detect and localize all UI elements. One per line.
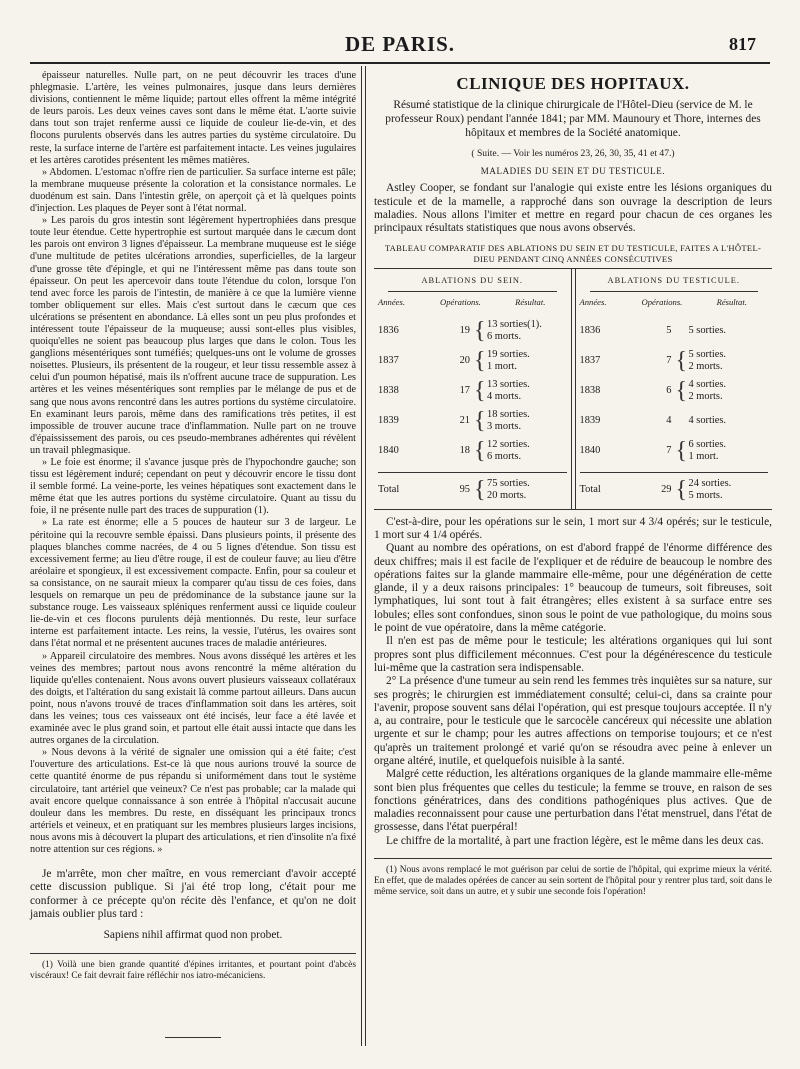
brace-mark: {: [675, 476, 688, 503]
brace-mark: {: [474, 377, 486, 404]
result-cell: [484, 379, 567, 403]
left-paragraph-5: » La rate est énorme; elle a 5 pouces de hauteur sur 3 de largeur. Le péritoine qui la recouvre semble épaissi. Dans plusieurs points, il présente des plaques blanches comme nacrées, de 4 ou 5 lignes d'étendue. Son tissu est excessivement ferme; au lieu d'être rouge, il est de couleur fauve; au lieu d'être aréolaire et spongieux, il est excessivement compacte. Enfin, pour sa couleur et sa consistance, on ne saurait mieux la comparer qu'au tissu de ces foies, dans lesquels on remarque un peu de prédominance de la substance jaune sur la substance rouge. Les vaisseaux spléniques renferment aussi ce liquide couleur lie-de-vin et ces flocons purulents déjà mentionnés. Du reste, leur surface interne est parfaitement intacte. Les reins, la vessie, l'utérus, les ovaires sont dans l'état normal et ne présentent aucunes traces de maladie antérieures.: [30, 517, 356, 650]
table-row: [378, 436, 567, 466]
summary: Résumé statistique de la clinique chirurgicale de l'Hôtel-Dieu (service de M. le professeur Roux) pendant l'année 1841; par MM. Maunoury et Thore, internes des hôpitaux et membres de la Société anatomique.: [385, 99, 761, 140]
left-paragraph-2: » Abdomen. L'estomac n'offre rien de particulier. Sa surface interne est pâle; la membrane muqueuse présente la coloration et la consistance normales. Le duodénum est sain. Dans l'intestin grêle, on aperçoit çà et là quelques points d'injection. Les plaques de Peyer sont à l'état normal.: [30, 166, 356, 215]
intro-paragraph: Astley Cooper, se fondant sur l'analogie qui existe entre les lésions organiques du testicule et de la mamelle, a rapproché dans son ouvrage la description de leurs maladies. Nous allons l'imiter et mettre en regard pour chacun de ces organes les principaux résultats statistiques que nous avons observés.: [374, 182, 772, 235]
result-line: 19 sorties.: [487, 348, 530, 360]
continuation-note: ( Suite. — Voir les numéros 23, 26, 30, 35, 41 et 47.): [471, 148, 675, 160]
result-line: 12 sorties.: [487, 438, 530, 450]
breast-heading: ABLATIONS DU SEIN.: [388, 272, 557, 291]
year-cell: 1836: [378, 324, 399, 336]
year-cell: 1839: [378, 414, 399, 426]
table-row: [580, 316, 769, 346]
year-cell: 1840: [378, 444, 399, 456]
left-paragraph-1: épaisseur naturelles. Nulle part, on ne peut découvrir les traces d'une phlegmasie. L'artère, les veines pulmonaires, jusque dans leurs dernières divisions, contiennent le même liquide; partout elles offrent la même intégrité de leurs parois. Les deux veines caves sont dans le même état. L'aorte suivie dans tout son trajet renferme aussi ce liquide de couleur lie-de-vin, et des flocons purulents observés dans les autres parties du système circulatoire. Du reste, la surface interne de l'artère est parfaitement intacte. Les veines jugulaires et les artères carotides présentent les mêmes matières.: [30, 70, 356, 166]
operations-cell: 7: [666, 444, 672, 456]
brace-mark: {: [474, 476, 486, 503]
year-cell: 1840: [579, 444, 601, 456]
page-number: 817: [729, 34, 756, 54]
result-line: 18 sorties.: [487, 408, 530, 420]
right-paragraph-6: Le chiffre de la mortalité, à part une fraction légère, est le même dans les deux cas.: [386, 834, 764, 847]
year-cell: 1836: [579, 324, 601, 336]
testicle-ablations: [576, 269, 773, 508]
total-label: Total: [579, 483, 601, 495]
operations-cell: 4: [666, 414, 672, 426]
table-row: [580, 376, 769, 406]
left-paragraph-7: » Nous devons à la vérité de signaler une omission qui a été faite; c'est l'ouverture des articulations. Est-ce là que nous aurions trouvé la source de cette quantité énorme de pus répandu si uniformément dans tout le système circulatoire, tant artériel que veineux? Ce n'est pas probable; car la malade qui avait encore quelque connaissance à son entrée à l'hôpital n'accusait aucune douleur dans les membres. Du reste, en disséquant les principaux troncs artériels et veineux, et en pratiquant sur les membres plusieurs larges incisions, nous avons mis à découvert la plupart des articulations, et rien d'insolite n'a fixé notre attention sur ces régions. »: [30, 747, 356, 855]
right-paragraph-2: Quant au nombre des opérations, on est d'abord frappé de l'énorme différence des deux chiffres; mais il est facile de l'expliquer et de réduire de beaucoup le nombre des opérations faites sur la glande mammaire elle-même, pour une dégénération de cette glande, il y a deux raisons principales: 1° beaucoup de tumeurs, soit fibreuses, soit lymphatiques, lui sont tout à fait étrangères; elles existent à sa surface entre ses lobules; elles sont confondues, sinon sous le point de vue pathologique, du moins sous le point de vue opératoire, dans la même catégorie.: [374, 542, 772, 635]
left-paragraph-6: » Appareil circulatoire des membres. Nous avons disséqué les artères et les veines des membres; partout nous avons rencontré la même altération du liquide qu'elles contenaient. Nous avons ouvert plusieurs vaisseaux collatéraux des doigts, et l'altération du sang existait là comme partout ailleurs. Dans aucun point, nous n'avons trouvé de traces d'inflammation soit dans les artères, soit dans les veines; tous ces vaisseaux ont été incisés, leur face a été lavée et examinée avec le plus grand soin, et partout elle était aussi intacte que dans les autres organes de la circulation.: [30, 650, 356, 747]
operations-cell: 21: [459, 414, 470, 426]
year-cell: 1839: [579, 414, 601, 426]
result-cell: [484, 439, 567, 463]
brace-mark: {: [474, 437, 486, 464]
table-title: TABLEAU COMPARATIF DES ABLATIONS DU SEIN ET DU TESTICULE, FAITES A L'HÔTEL-DIEU PENDANT CINQ ANNÉES CONSÉCUTIVES: [384, 243, 762, 264]
section-title: CLINIQUE DES HOPITAUX.: [456, 74, 690, 93]
result-line: 6 morts.: [487, 450, 522, 462]
result-cell: [686, 478, 769, 502]
result-cell: [484, 478, 567, 502]
right-paragraph-1: C'est-à-dire, pour les opérations sur le sein, 1 mort sur 4 3/4 opérés; sur le testicule, 1 mort sur 4 1/4 opérés.: [374, 515, 772, 541]
result-line: 5 morts.: [688, 489, 723, 501]
column-divider: [361, 66, 366, 1046]
result-line: 20 morts.: [487, 489, 527, 501]
result-line: 4 sorties.: [688, 414, 727, 426]
footnote-rule: [30, 953, 356, 954]
table-row: [378, 406, 567, 436]
result-cell: [484, 409, 567, 433]
result-line: 75 sorties.: [487, 477, 530, 489]
brace-mark: {: [474, 317, 486, 344]
operations-cell: 6: [666, 384, 672, 396]
result-cell: [686, 379, 769, 403]
result-cell: [686, 349, 769, 373]
operations-cell: 17: [459, 384, 470, 396]
footnote-rule: [374, 858, 772, 859]
result-cell: [484, 319, 567, 343]
left-column: [30, 70, 356, 1038]
operations-cell: 20: [459, 354, 470, 366]
breast-column-headers: [378, 296, 567, 308]
brace-mark: {: [675, 437, 688, 464]
result-line: 24 sorties.: [688, 477, 732, 489]
operations-cell: 19: [459, 324, 470, 336]
left-paragraph-3: » Les parois du gros intestin sont légèrement hypertrophiées dans presque toute leur étendue. Cette hypertrophie est surtout marquée dans le cæcum dont les parois ont environ 3 lignes d'épaisseur. La membrane muqueuse est le siége d'une multitude de petites ulcérations arrondies, superficielles, de la largeur d'une grosse tête d'épingle, et qui ne l'intéressent même pas dans toute son épaisseur. On peut les apercevoir dans toute l'étendue du colon, lorsque l'on tend avec force les parois de l'intestin, de manière à ce que la lumière vienne tomber obliquement sur elles. Mais c'est surtout dans le cæcum que ces ulcérations se présentent en abondance. Là elles sont un peu plus profondes et intéressent toute l'épaisseur de la muqueuse; aussi sont-elles plus visibles, quoiqu'elles ne soient pas beaucoup plus larges que dans le colon. Tous les ganglions mésentériques sont tuméfiés; quelques-uns ont le volume de grosses noisettes. Plusieurs, ils présentent de la rougeur, et leur tissu ressemble assez à celui d'un poumon hépatisé, mais ils n'offrent aucune trace de suppuration. Les artères et les veines mésentériques sont remplies par le mélange de pus et de sang que nous avons rencontré dans les autres portions du système circulatoire. En examinant leurs parois, même dans des ramifications très petites, il est impossible de trouver aucune trace d'inflammation. Nulle part on ne trouve d'épaississement des parois, ou ces pseudo-membranes adhérentes qui révèlent un travail phlegmasique.: [30, 215, 356, 456]
breast-rows: [378, 316, 567, 505]
right-paragraph-4: 2° La présence d'une tumeur au sein rend les femmes très inquiètes sur sa nature, sur ses progrès; le chirurgien est immédiatement consulté; celui-ci, dans sa crainte pour l'avenir, propose souvent sans délai l'opération, qui est presque toujours acceptée. Il n'y a, au contraire, pour le testicule que le sarcocèle cancéreux qui nécessite une ablation urgente et sur le champ; pour les autres affections on temporise toujours; et ce n'est qu'après un traitement prolongé et varié qu'on se résoudra avec peine à enlever un organe altéré, inutile, et quelquefois nuisible à la santé.: [374, 675, 772, 767]
table-row: [580, 346, 769, 376]
header-year: Années.: [378, 296, 405, 307]
result-line: 13 sorties(1).: [487, 318, 542, 330]
result-line: 1 mort.: [487, 360, 518, 372]
statistics-table: [374, 268, 772, 509]
brace-mark: {: [675, 347, 688, 374]
result-line: 13 sorties.: [487, 378, 530, 390]
result-line: 2 morts.: [688, 390, 723, 402]
operations-cell: 18: [459, 444, 470, 456]
year-cell: 1837: [378, 354, 399, 366]
brace-mark: {: [474, 347, 486, 374]
subsection-title: MALADIES DU SEIN ET DU TESTICULE.: [480, 166, 666, 177]
result-line: 1 mort.: [688, 450, 719, 462]
header-operations: Opérations.: [641, 296, 683, 307]
year-cell: 1837: [579, 354, 601, 366]
table-row: [378, 316, 567, 346]
result-cell: [686, 439, 769, 463]
right-column: [374, 70, 772, 898]
testicle-heading: ABLATIONS DU TESTICULE.: [590, 272, 759, 291]
closing-paragraph: Je m'arrête, mon cher maître, en vous remerciant d'avoir accepté cette discussion publique. Si j'ai été trop long, c'était pour me conformer à ce précepte qu'on récite dès l'enfance, et qu'on ne doit jamais oublier plus tard :: [30, 868, 356, 920]
breast-total-row: [378, 472, 567, 505]
header-year: Années.: [579, 296, 607, 307]
latin-quote: Sapiens nihil affirmat quod non probet.: [103, 929, 283, 942]
brace-mark: {: [675, 377, 688, 404]
operations-cell: 5: [666, 324, 672, 336]
header-result: Résultat.: [515, 296, 546, 307]
page-title: DE PARIS.: [344, 32, 456, 56]
operations-cell: 7: [666, 354, 672, 366]
testicle-column-headers: [580, 296, 769, 308]
operations-cell: 29: [661, 483, 672, 495]
result-line: 6 morts.: [487, 330, 522, 342]
result-line: 5 sorties.: [688, 324, 727, 336]
header-operations: Opérations.: [440, 296, 481, 307]
running-head: [30, 28, 770, 64]
header-result: Résultat.: [716, 296, 747, 307]
testicle-total-row: [580, 472, 769, 505]
result-cell: [686, 415, 769, 427]
end-rule: [165, 1037, 221, 1038]
breast-ablations: [374, 269, 571, 508]
brace-mark: {: [474, 407, 486, 434]
result-cell: [686, 325, 769, 337]
right-paragraph-5: Malgré cette réduction, les altérations organiques de la glande mammaire elle-même sont bien plus fréquentes que celles du testicule; la femme se trouve, en raison de ses fonctions génératrices, dans des conditions pathogéniques plus actives. Que de maladies reconnaissent pour cause une perturbation dans l'état menstruel, dans l'état de grossesse, dans l'état puerpéral!: [374, 768, 772, 834]
result-line: 3 morts.: [487, 420, 522, 432]
operations-cell: 95: [459, 483, 470, 495]
right-paragraph-3: Il n'en est pas de même pour le testicule; les altérations organiques qui lui sont propres sont plus difficilement méconnues. C'est pour la dégénérescence du testicule lui-même que la castration sera indispensable.: [374, 635, 772, 674]
year-cell: 1838: [579, 384, 601, 396]
left-paragraph-4: » Le foie est énorme; il s'avance jusque près de l'hypochondre gauche; son tissu est légèrement induré; cependant on peut y découvrir encore le tissu dont il semble formé. La veine-porte, les veines hépatiques sont exactement dans le même état que les autres portions du système circulatoire. Quant au tissu du foie, il ne présente nulle part des traces de suppuration (1).: [30, 457, 356, 517]
result-line: 4 sorties.: [688, 378, 727, 390]
table-row: [378, 376, 567, 406]
result-line: 5 sorties.: [688, 348, 727, 360]
left-footnote: (1) Voilà une bien grande quantité d'épines irritantes, et pourtant point d'abcès viscéraux! Ce fait devrait faire réfléchir nos iatro-mécaniciens.: [30, 959, 356, 981]
result-line: 6 sorties.: [688, 438, 727, 450]
result-line: 2 morts.: [688, 360, 723, 372]
right-footnote: (1) Nous avons remplacé le mot guérison par celui de sortie de l'hôpital, qui exprime mieux la vérité. En effet, que de malades opérées de cancer au sein sortent de l'hôpital pour y rentrer plus tard, soit dans le même service, soit dans un autre, et y subir une seconde fois l'opération!: [374, 865, 772, 898]
table-row: [378, 346, 567, 376]
year-cell: 1838: [378, 384, 399, 396]
table-row: [580, 406, 769, 436]
total-label: Total: [378, 483, 400, 495]
testicle-rows: [580, 316, 769, 505]
result-line: 4 morts.: [487, 390, 522, 402]
result-cell: [484, 349, 567, 373]
table-row: [580, 436, 769, 466]
